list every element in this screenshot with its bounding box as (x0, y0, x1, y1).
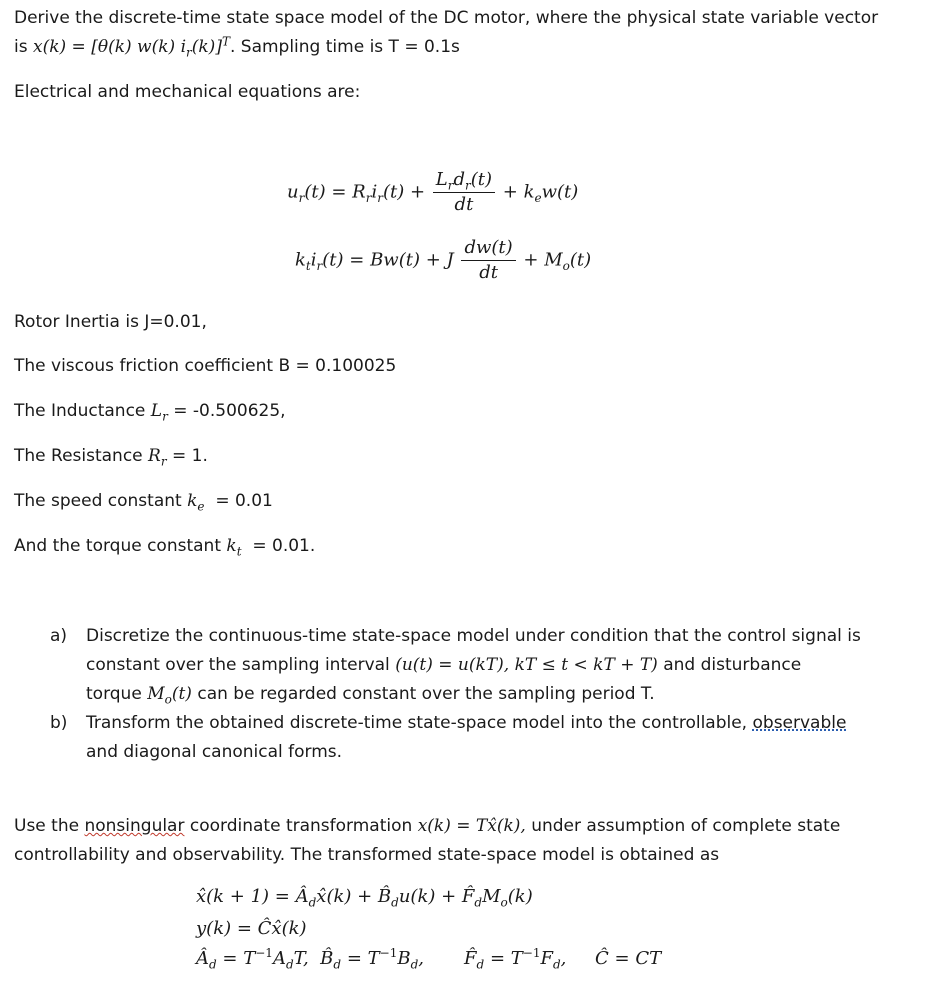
mechanical-equation: $k_ti_r(t) = Bw(t) + J$ $\frac{dw(t)}{dt}$ + $M_o(t)$ (295, 237, 592, 283)
transformed-state-equation: x̂(k + $1) = Â_dx̂(k)$ + $B̂_du(k)$ + $F̂_dM_o(k)$ (196, 886, 533, 910)
intro-line-3: Electrical and mechanical equations are: (14, 82, 361, 102)
transform-line-1: Use the nonsingular coordinate transformation x(k) = Tx̂(k), under assumption of complete state (14, 816, 841, 836)
transformed-output-equation: y(k) = Ĉx̂(k) (196, 918, 307, 939)
param-speed-constant: The speed constant $k_e = 0.01$ (14, 491, 273, 514)
state-vector: x(k) = [θ(k) w(k) $i_r(k)]^T$ (33, 34, 230, 60)
transformation-matrices: $Â_d = T^{-1}A_dT$, $B̂_d = T^{-1}B_d$, $F̂_d = T^{-1}F_d$, Ĉ = CT (196, 946, 662, 972)
param-inertia: Rotor Inertia is J=0.01, (14, 312, 207, 332)
param-friction: The viscous friction coefficient B = 0.100025 (14, 356, 397, 376)
param-resistance: The Resistance $R_r = 1$. (14, 446, 208, 469)
electrical-equation: $u_r(t) = R_ri_r(t)$ + $\frac{L_rd_r(t)}{dt}$ + $k_ew(t)$ (287, 169, 579, 215)
intro-line-1: Derive the discrete-time state space model of the DC motor, where the physical state variable vector (14, 8, 879, 28)
param-torque-constant: And the torque constant $k_t = 0.01$. (14, 536, 316, 559)
transform-line-2: controllability and observability. The transformed state-space model is obtained as (14, 845, 720, 865)
param-inductance: The Inductance $L_r = -0.500625$, (14, 401, 286, 424)
task-b: b) Transform the obtained discrete-time state-space model into the controllable, observable and diagonal canonical forms. (50, 713, 847, 762)
intro-line-2: is x(k) = [θ(k) w(k) $i_r(k)]^T$. Sampling time is T = 0.1s (14, 34, 460, 60)
task-a: a) Discretize the continuous-time state-space model under condition that the control signal is constant over the sampling interval (u(t) = u(kT), kT ≤ t < kT + T) and disturbance torque $M_o(t)$ can be regarded constant over the sampling period T. (50, 626, 861, 707)
